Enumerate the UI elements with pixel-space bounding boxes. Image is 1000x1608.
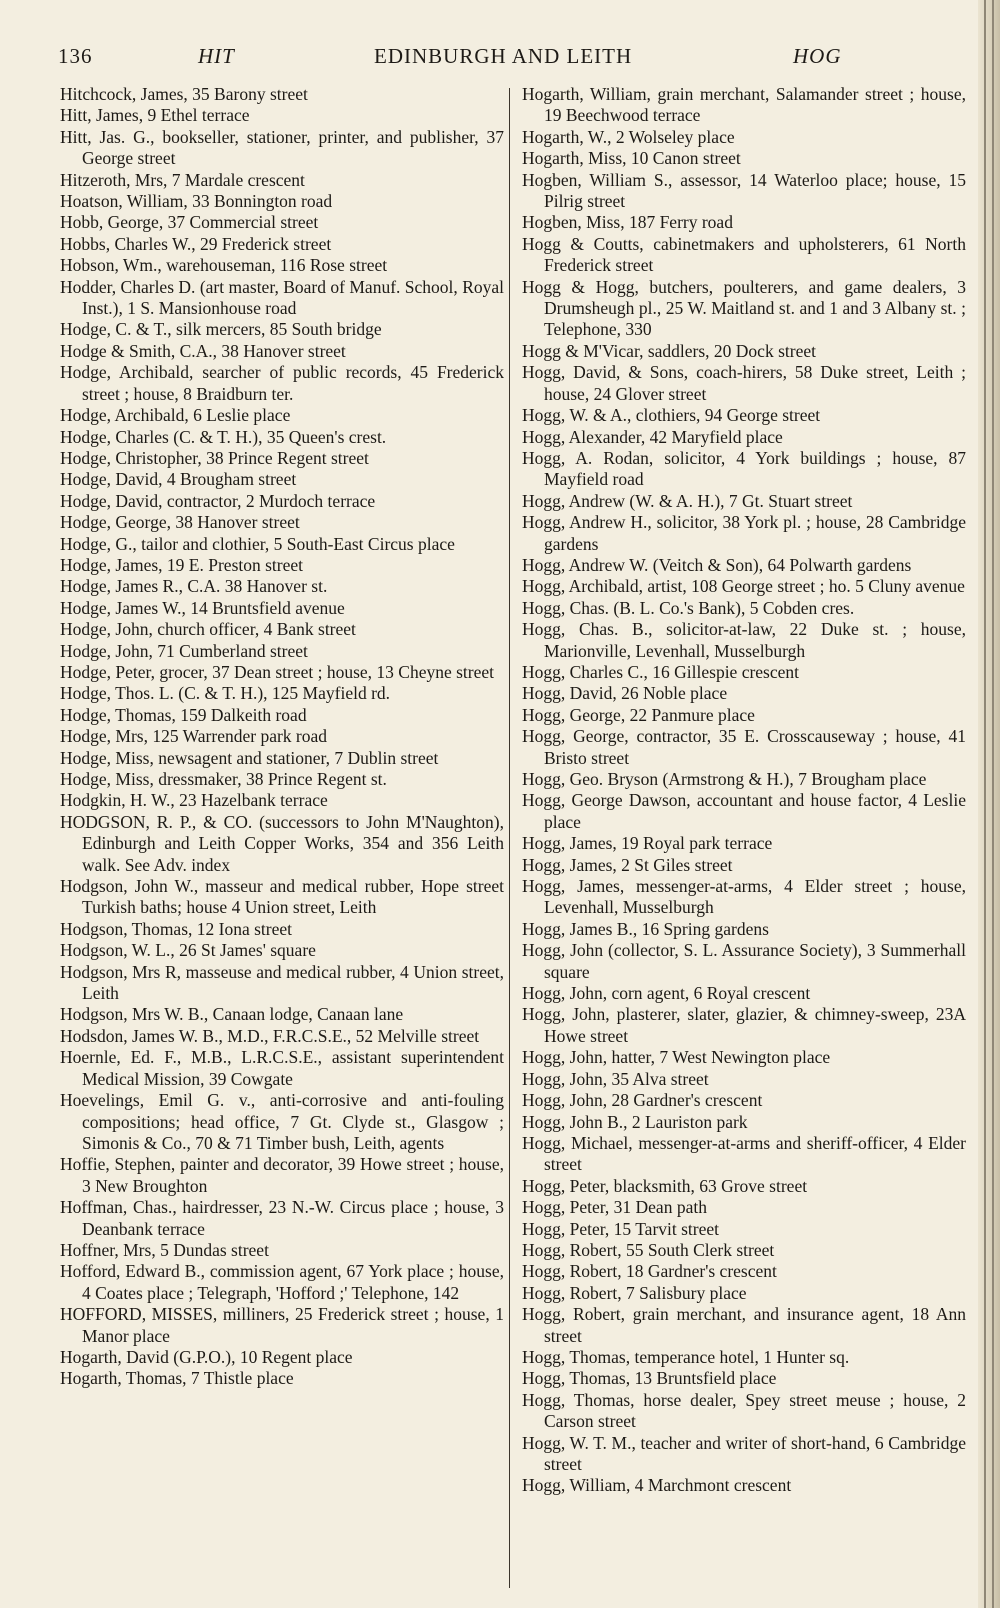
- directory-entry: Hodgkin, H. W., 23 Hazelbank terrace: [60, 790, 328, 811]
- directory-entry: Hogg, John, hatter, 7 West Newington place: [522, 1047, 831, 1068]
- directory-entry: Hogg, Robert, 55 South Clerk street: [522, 1239, 775, 1260]
- directory-entry: Hogg, Geo. Bryson (Armstrong & H.), 7 Brougham place: [522, 769, 927, 789]
- right-column: [522, 84, 966, 1497]
- directory-entry: Hogarth, Thomas, 7 Thistle place: [60, 1368, 294, 1389]
- directory-entry: Hoffner, Mrs, 5 Dundas street: [60, 1239, 269, 1260]
- directory-entry: Hodge, G., tailor and clothier, 5 South-East Circus place: [60, 533, 455, 554]
- directory-entry: Hogben, William S., assessor, 14 Waterloo place; house, 15 Pilrig street: [522, 169, 966, 212]
- directory-entry: Hogg, W. & A., clothiers, 94 George street: [522, 405, 821, 426]
- directory-entry: Hodsdon, James W. B., M.D., F.R.C.S.E., 52 Melville street: [60, 1025, 480, 1046]
- page-header: [58, 44, 844, 74]
- directory-entry: Hogg, Robert, 7 Salisbury place: [522, 1282, 747, 1303]
- directory-entry: Hogg & M'Vicar, saddlers, 20 Dock street: [522, 340, 816, 361]
- directory-entry: Hogg, John B., 2 Lauriston park: [522, 1111, 748, 1132]
- directory-entry: Hogg, Robert, 18 Gardner's crescent: [522, 1261, 777, 1282]
- directory-entry: Hodge, David, contractor, 2 Murdoch terrace: [60, 490, 376, 511]
- directory-entry: Hodge, James R., C.A. 38 Hanover st.: [60, 576, 328, 597]
- directory-entry: Hogg, Charles C., 16 Gillespie crescent: [522, 661, 800, 682]
- directory-entry: Hodge, Thos. L. (C. & T. H.), 125 Mayfield rd.: [60, 683, 391, 704]
- directory-entry: Hodge, John, church officer, 4 Bank street: [60, 619, 356, 640]
- directory-entry: Hogg, Robert, grain merchant, and insurance agent, 18 Ann street: [522, 1304, 966, 1346]
- column-divider: [509, 88, 510, 1588]
- directory-entry: HODGSON, R. P., & CO. (successors to John M'Naughton), Edinburgh and Leith Copper Works, 354 and 356 Leith walk. See Adv. index: [60, 811, 504, 875]
- directory-entry: Hodgson, Thomas, 12 Iona street: [60, 918, 293, 939]
- directory-entry: Hogg, Chas. (B. L. Co.'s Bank), 5 Cobden cres.: [522, 597, 855, 618]
- directory-entry: Hogg, James B., 16 Spring gardens: [522, 918, 769, 939]
- directory-entry: Hogg, George Dawson, accountant and house factor, 4 Leslie place: [522, 790, 966, 832]
- directory-entry: Hogarth, W., 2 Wolseley place: [522, 126, 735, 147]
- directory-entry: Hodgson, W. L., 26 St James' square: [60, 940, 316, 961]
- directory-entry: Hogg, David, 26 Noble place: [522, 683, 728, 704]
- directory-entry: HOFFORD, MISSES, milliners, 25 Frederick street ; house, 1 Manor place: [60, 1304, 504, 1346]
- directory-entry: Hogg, A. Rodan, solicitor, 4 York buildings ; house, 87 Mayfield road: [522, 447, 966, 490]
- directory-entry: Hodgson, John W., masseur and medical rubber, Hope street Turkish baths; house 4 Union street, Leith: [60, 876, 504, 918]
- directory-entry: Hobson, Wm., warehouseman, 116 Rose street: [60, 255, 388, 276]
- directory-entry: Hogg, Andrew W. (Veitch & Son), 64 Polwarth gardens: [522, 554, 912, 575]
- directory-entry: Hogg, Michael, messenger-at-arms and sheriff-officer, 4 Elder street: [522, 1132, 966, 1175]
- directory-entry: Hogg, George, contractor, 35 E. Crosscauseway ; house, 41 Bristo street: [522, 726, 966, 768]
- directory-entry: Hodge, C. & T., silk mercers, 85 South bridge: [60, 319, 382, 340]
- directory-entry: Hitzeroth, Mrs, 7 Mardale crescent: [60, 169, 305, 190]
- directory-entry: Hogg, John (collector, S. L. Assurance Society), 3 Summerhall square: [522, 940, 966, 982]
- directory-entry: Hogben, Miss, 187 Ferry road: [522, 212, 733, 233]
- page-number: 136: [58, 44, 93, 68]
- directory-entry: Hogg, Andrew H., solicitor, 38 York pl. ; house, 28 Cambridge gardens: [522, 512, 966, 554]
- directory-entry: Hogg, Andrew (W. & A. H.), 7 Gt. Stuart street: [522, 490, 853, 511]
- directory-entry: Hogg & Hogg, butchers, poulterers, and game dealers, 3 Drumsheugh pl., 25 W. Maitland st. and 1 and 3 Albany st. ; Telephone, 330: [522, 276, 966, 340]
- left-guide-word: HIT: [198, 44, 235, 68]
- directory-entry: Hogg, John, 35 Alva street: [522, 1068, 709, 1089]
- directory-entry: Hoffman, Chas., hairdresser, 23 N.-W. Circus place ; house, 3 Deanbank terrace: [60, 1197, 504, 1239]
- directory-entry: Hobb, George, 37 Commercial street: [60, 212, 319, 233]
- directory-entry: Hoffie, Stephen, painter and decorator, 39 Howe street ; house, 3 New Broughton: [60, 1154, 504, 1196]
- page-edge-line: [984, 0, 986, 1608]
- directory-entry: Hodge, George, 38 Hanover street: [60, 512, 300, 533]
- directory-entry: Hogg, Peter, 31 Dean path: [522, 1197, 707, 1218]
- directory-entry: Hodge, Mrs, 125 Warrender park road: [60, 726, 328, 747]
- directory-entry: Hogg, Thomas, horse dealer, Spey street meuse ; house, 2 Carson street: [522, 1389, 966, 1432]
- directory-entry: Hitt, Jas. G., bookseller, stationer, printer, and publisher, 37 George street: [60, 126, 504, 169]
- directory-entry: Hogg, John, plasterer, slater, glazier, & chimney-sweep, 23A Howe street: [522, 1004, 966, 1046]
- directory-entry: Hogg, Chas. B., solicitor-at-law, 22 Duke st. ; house, Marionville, Levenhall, Musselburgh: [522, 619, 966, 661]
- directory-entry: Hogg & Coutts, cabinetmakers and upholsterers, 61 North Frederick street: [522, 233, 966, 276]
- directory-entry: Hogg, Thomas, 13 Bruntsfield place: [522, 1368, 777, 1389]
- directory-entry: Hobbs, Charles W., 29 Frederick street: [60, 233, 332, 254]
- directory-entry: Hogarth, Miss, 10 Canon street: [522, 148, 741, 169]
- directory-entry: Hogarth, David (G.P.O.), 10 Regent place: [60, 1346, 353, 1367]
- directory-entry: Hogg, Archibald, artist, 108 George street ; ho. 5 Cluny avenue: [522, 576, 965, 597]
- directory-entry: Hodge, Archibald, searcher of public records, 45 Frederick street ; house, 8 Braidburn ter.: [60, 362, 504, 404]
- running-title: EDINBURGH AND LEITH: [374, 44, 633, 68]
- page-edge-line: [992, 0, 994, 1608]
- directory-entry: Hodge, Miss, dressmaker, 38 Prince Regent st.: [60, 769, 387, 789]
- page-edge: [978, 0, 1000, 1608]
- directory-entry: Hodge, Miss, newsagent and stationer, 7 Dublin street: [60, 747, 439, 768]
- directory-entry: Hodder, Charles D. (art master, Board of Manuf. School, Royal Inst.), 1 S. Mansionhouse road: [60, 276, 504, 319]
- directory-entry: Hogg, Peter, blacksmith, 63 Grove street: [522, 1175, 808, 1196]
- directory-entry: Hodge, Christopher, 38 Prince Regent street: [60, 447, 369, 468]
- directory-entry: Hodge, Thomas, 159 Dalkeith road: [60, 704, 307, 725]
- directory-entry: Hogg, Thomas, temperance hotel, 1 Hunter sq.: [522, 1346, 850, 1367]
- directory-entry: Hoevelings, Emil G. v., anti-corrosive and anti-fouling compositions; head office, 7 Gt. Clyde st., Glasgow ; Simonis & Co., 70 & 71 Timber bush, Leith, agents: [60, 1090, 504, 1153]
- directory-entry: Hodge, Archibald, 6 Leslie place: [60, 405, 291, 426]
- directory-entry: Hogg, William, 4 Marchmont crescent: [522, 1475, 792, 1496]
- directory-entry: Hogarth, William, grain merchant, Salamander street ; house, 19 Beechwood terrace: [522, 84, 966, 126]
- directory-entry: Hodgson, Mrs W. B., Canaan lodge, Canaan lane: [60, 1004, 404, 1025]
- directory-entry: Hofford, Edward B., commission agent, 67 York place ; house, 4 Coates place ; Telegraph, 'Hofford ;' Telephone, 142: [60, 1261, 504, 1303]
- directory-entry: Hodge, John, 71 Cumberland street: [60, 640, 308, 661]
- directory-entry: Hogg, John, corn agent, 6 Royal crescent: [522, 983, 811, 1004]
- directory-entry: Hogg, David, & Sons, coach-hirers, 58 Duke street, Leith ; house, 24 Glover street: [522, 362, 966, 404]
- directory-entry: Hogg, George, 22 Panmure place: [522, 704, 755, 725]
- directory-entry: Hoatson, William, 33 Bonnington road: [60, 191, 333, 212]
- directory-entry: Hogg, James, 19 Royal park terrace: [522, 833, 773, 854]
- right-guide-word: HOG: [793, 44, 842, 68]
- directory-entry: Hogg, James, messenger-at-arms, 4 Elder street ; house, Levenhall, Musselburgh: [522, 876, 966, 918]
- directory-entry: Hitchcock, James, 35 Barony street: [60, 84, 308, 104]
- left-column: [60, 84, 504, 1390]
- directory-entry: Hodge, David, 4 Brougham street: [60, 469, 297, 490]
- directory-entry: Hogg, W. T. M., teacher and writer of short-hand, 6 Cambridge street: [522, 1432, 966, 1474]
- directory-entry: Hoernle, Ed. F., M.B., L.R.C.S.E., assistant superintendent Medical Mission, 39 Cowgate: [60, 1047, 504, 1089]
- directory-entry: Hitt, James, 9 Ethel terrace: [60, 105, 250, 126]
- directory-entry: Hogg, Peter, 15 Tarvit street: [522, 1218, 720, 1239]
- directory-entry: Hodge, James, 19 E. Preston street: [60, 554, 304, 575]
- directory-entry: Hodge & Smith, C.A., 38 Hanover street: [60, 340, 346, 361]
- directory-entry: Hodge, Charles (C. & T. H.), 35 Queen's crest.: [60, 426, 387, 447]
- directory-entry: Hodge, James W., 14 Bruntsfield avenue: [60, 597, 345, 618]
- directory-entry: Hogg, John, 28 Gardner's crescent: [522, 1090, 763, 1111]
- directory-entry: Hogg, James, 2 St Giles street: [522, 854, 733, 875]
- directory-entry: Hodge, Peter, grocer, 37 Dean street ; house, 13 Cheyne street: [60, 661, 495, 682]
- directory-entry: Hodgson, Mrs R, masseuse and medical rubber, 4 Union street, Leith: [60, 961, 504, 1004]
- directory-entry: Hogg, Alexander, 42 Maryfield place: [522, 426, 783, 447]
